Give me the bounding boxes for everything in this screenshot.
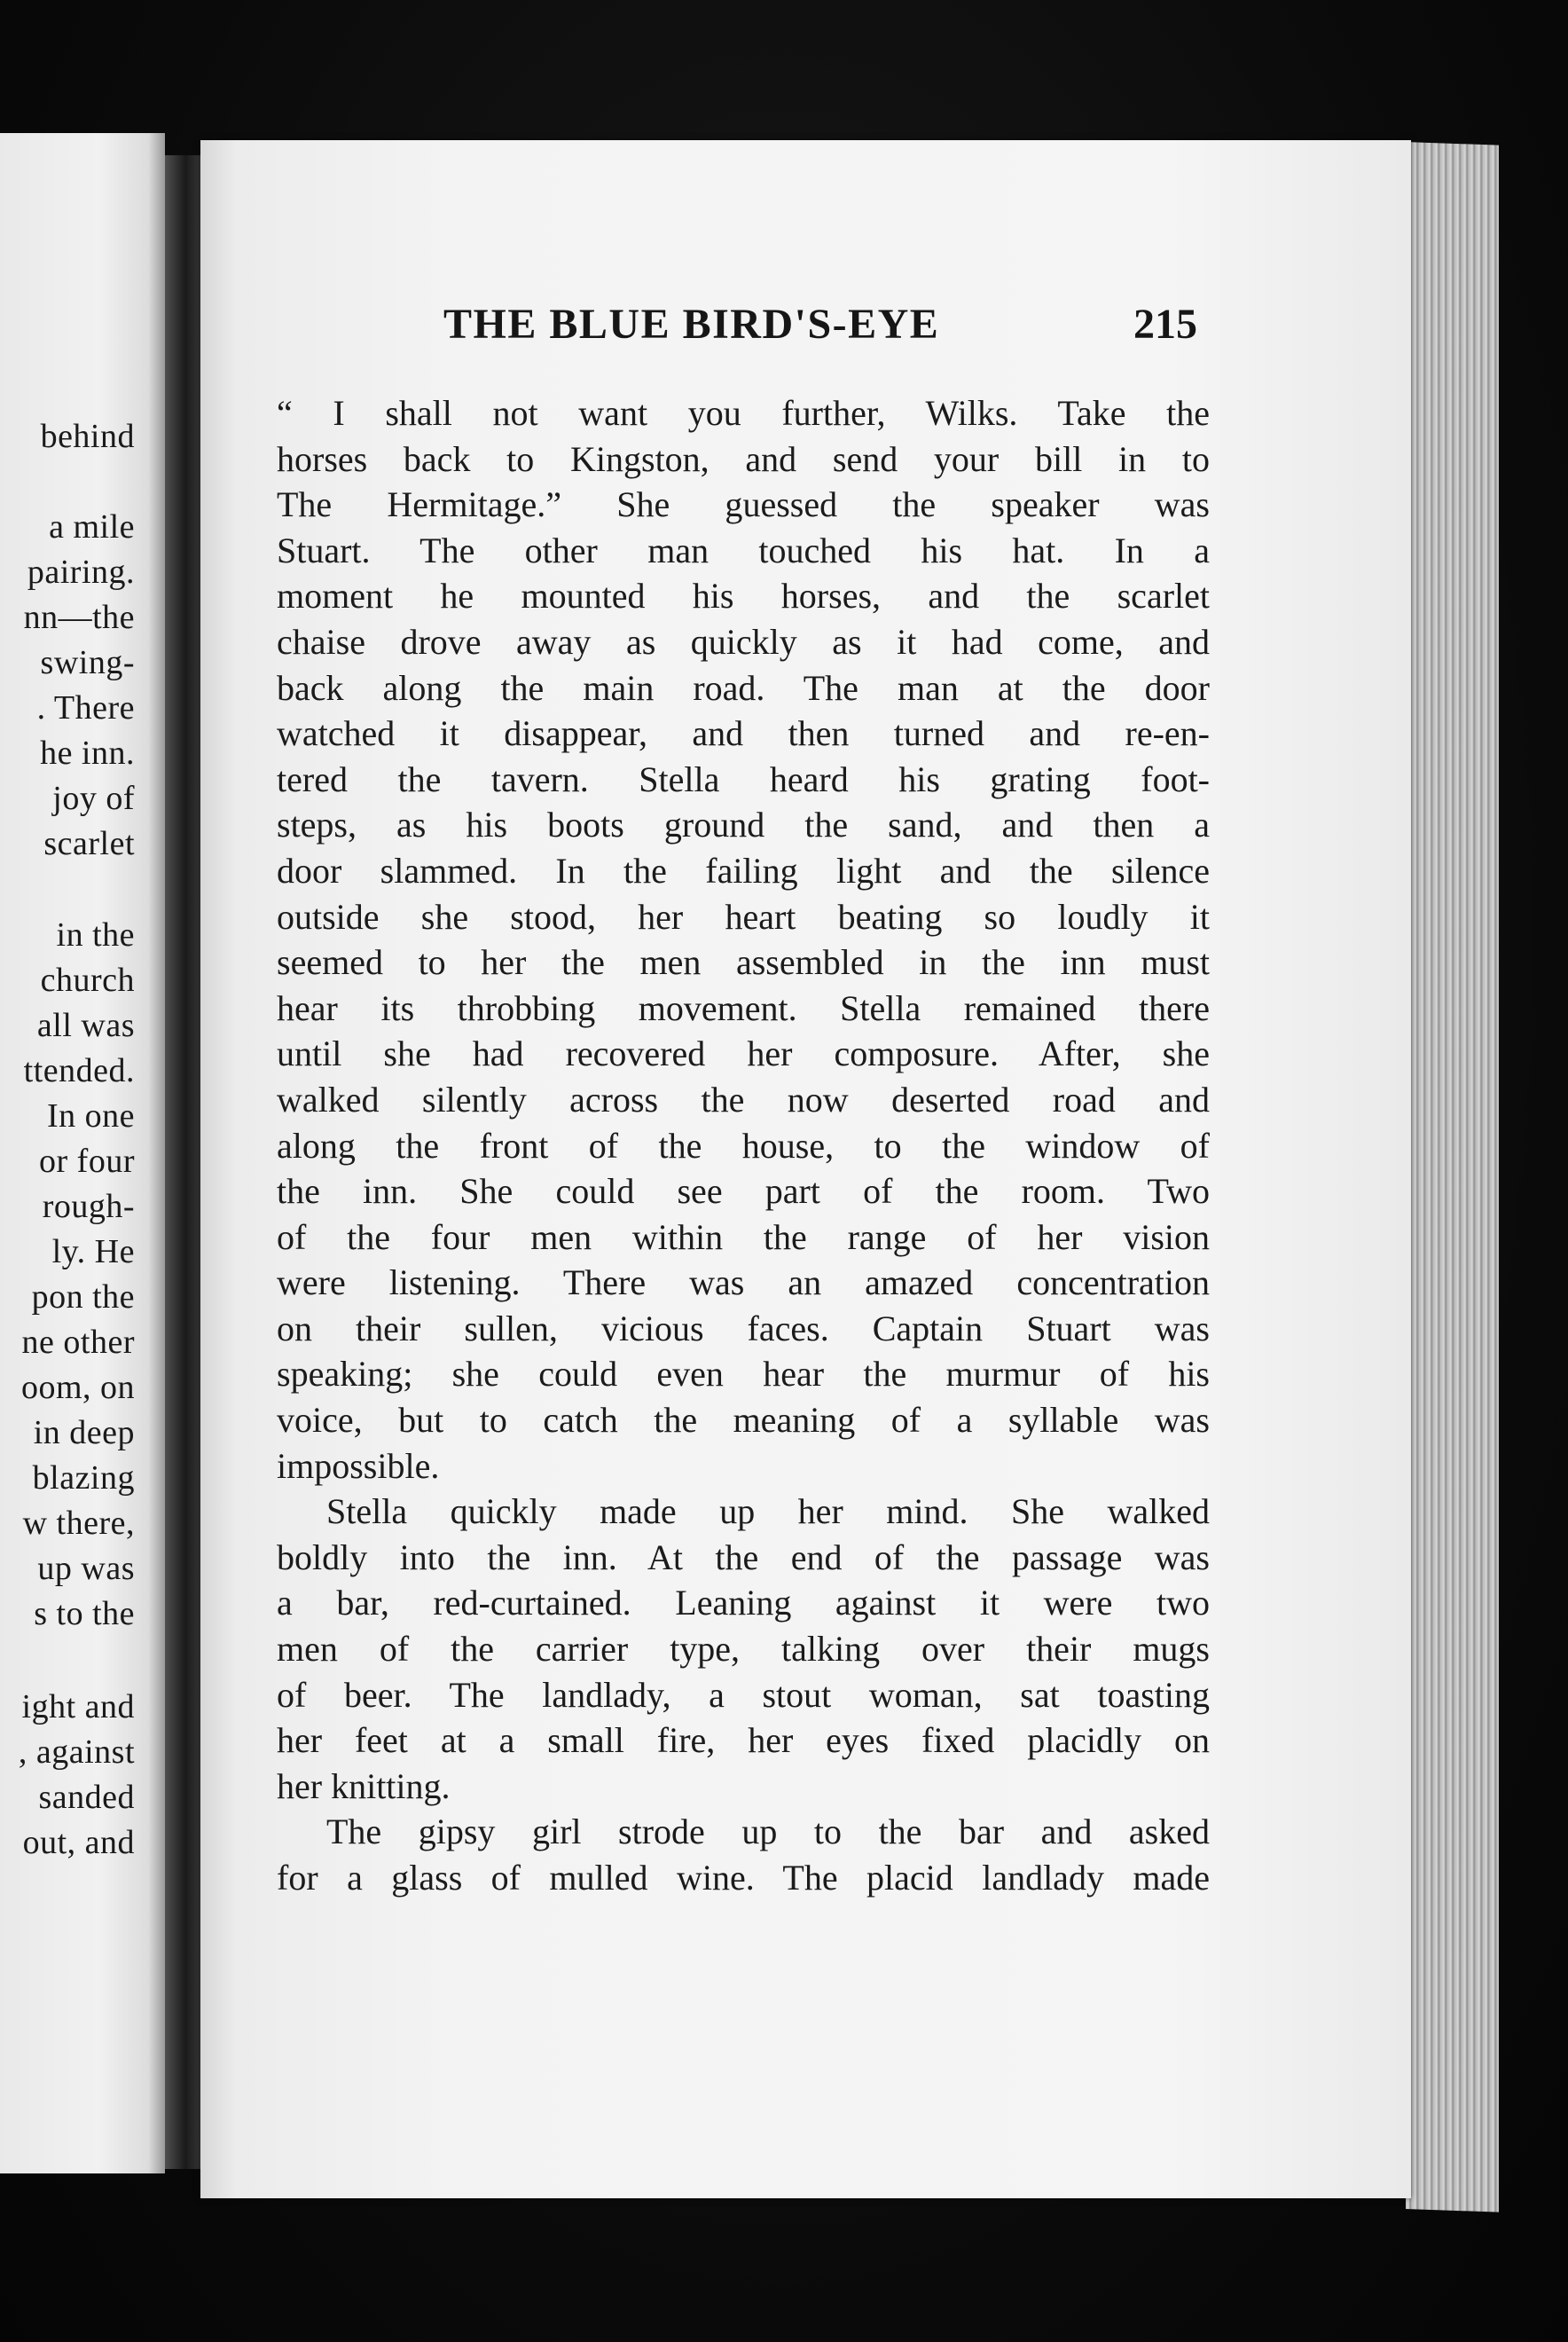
text-line: moment he mounted his horses, and the scarlet xyxy=(277,576,1210,617)
left-page-fragment: w there, xyxy=(22,1505,135,1542)
left-page-fragment: swing- xyxy=(40,644,135,681)
text-line: speaking; she could even hear the murmur of his xyxy=(277,1354,1210,1395)
text-line: Stuart. The other man touched his hat. In a xyxy=(277,530,1210,570)
text-line: a bar, red-curtained. Leaning against it were two xyxy=(277,1583,1210,1623)
text-line: on their sullen, vicious faces. Captain Stuart was xyxy=(277,1308,1210,1348)
left-page-fragment: pairing. xyxy=(27,554,135,591)
text-line: walked silently across the now deserted road and xyxy=(277,1079,1210,1120)
text-line: boldly into the inn. At the end of the passage was xyxy=(277,1536,1210,1577)
text-line: were listening. There was an amazed concentration xyxy=(277,1262,1210,1303)
text-line: along the front of the house, to the window of xyxy=(277,1125,1210,1166)
text-line: back along the main road. The man at the door xyxy=(277,667,1210,708)
text-line: of beer. The landlady, a stout woman, sat toasting xyxy=(277,1674,1210,1715)
left-page-fragment: out, and xyxy=(22,1824,135,1861)
page-edges xyxy=(1406,142,1499,2212)
left-page-fragment: oom, on xyxy=(20,1369,135,1406)
text-line: hear its throbbing movement. Stella remained there xyxy=(277,987,1210,1028)
left-page-fragment: pon the xyxy=(31,1278,135,1316)
text-line: Stella quickly made up her mind. She walked xyxy=(326,1491,1210,1532)
left-page-fragment: blazing xyxy=(32,1459,135,1497)
left-page-fragment: rough- xyxy=(42,1188,135,1225)
left-page-fragment: In one xyxy=(46,1097,135,1135)
left-page-fragment: sanded xyxy=(38,1779,135,1816)
text-line: seemed to her the men assembled in the inn must xyxy=(277,942,1210,983)
text-line: “ I shall not want you further, Wilks. Take the xyxy=(277,393,1210,433)
text-line: for a glass of mulled wine. The placid landlady made xyxy=(277,1858,1210,1898)
text-line: watched it disappear, and then turned and re-en- xyxy=(277,713,1210,754)
left-page-fragment: ight and xyxy=(21,1688,135,1725)
left-page-fragment: church xyxy=(40,962,135,999)
text-line: door slammed. In the failing light and the silence xyxy=(277,850,1210,891)
text-line: men of the carrier type, talking over their mugs xyxy=(277,1629,1210,1670)
page-header xyxy=(443,300,1197,353)
left-page-fragment: s to the xyxy=(34,1595,135,1632)
book-gutter xyxy=(165,155,202,2169)
left-page-fragment: or four xyxy=(39,1143,135,1180)
left-page-fragment: . There xyxy=(36,689,135,727)
left-page-fragment: he inn. xyxy=(40,735,135,772)
left-page xyxy=(0,133,165,2173)
text-line: tered the tavern. Stella heard his grating foot- xyxy=(277,758,1210,799)
left-page-fragment: ly. He xyxy=(51,1233,135,1270)
left-page-fragment: in the xyxy=(56,916,135,954)
text-line: voice, but to catch the meaning of a syllable was xyxy=(277,1400,1210,1441)
left-page-fragment: all was xyxy=(36,1007,135,1044)
text-line: impossible. xyxy=(277,1445,440,1486)
text-line: outside she stood, her heart beating so loudly it xyxy=(277,896,1210,937)
running-title: THE BLUE BIRD'S-EYE xyxy=(443,301,940,348)
text-line: horses back to Kingston, and send your bill in to xyxy=(277,438,1210,479)
text-line: The Hermitage.” She guessed the speaker was xyxy=(277,484,1210,525)
left-page-fragment: a mile xyxy=(49,508,135,546)
body-text xyxy=(277,390,1210,1901)
page-number: 215 xyxy=(1133,301,1197,348)
text-line: The gipsy girl strode up to the bar and asked xyxy=(326,1812,1210,1852)
text-line: steps, as his boots ground the sand, and then a xyxy=(277,805,1210,845)
left-page-fragment: joy of xyxy=(52,780,135,817)
left-page-fragment: nn—the xyxy=(23,599,135,636)
left-page-fragment: scarlet xyxy=(43,825,135,862)
text-line: chaise drove away as quickly as it had come, and xyxy=(277,621,1210,662)
left-page-fragment: up was xyxy=(37,1550,135,1587)
left-page-fragment: behind xyxy=(40,418,135,455)
text-line: the inn. She could see part of the room. Two xyxy=(277,1171,1210,1212)
left-page-fragment: , against xyxy=(18,1733,135,1771)
text-line: her feet at a small fire, her eyes fixed placidly on xyxy=(277,1720,1210,1761)
text-line: until she had recovered her composure. After, she xyxy=(277,1033,1210,1074)
text-line: her knitting. xyxy=(277,1765,451,1806)
left-page-fragment: ne other xyxy=(21,1324,135,1361)
left-page-fragment: in deep xyxy=(33,1414,135,1451)
left-page-fragment: ttended. xyxy=(23,1052,135,1089)
text-line: of the four men within the range of her vision xyxy=(277,1216,1210,1257)
